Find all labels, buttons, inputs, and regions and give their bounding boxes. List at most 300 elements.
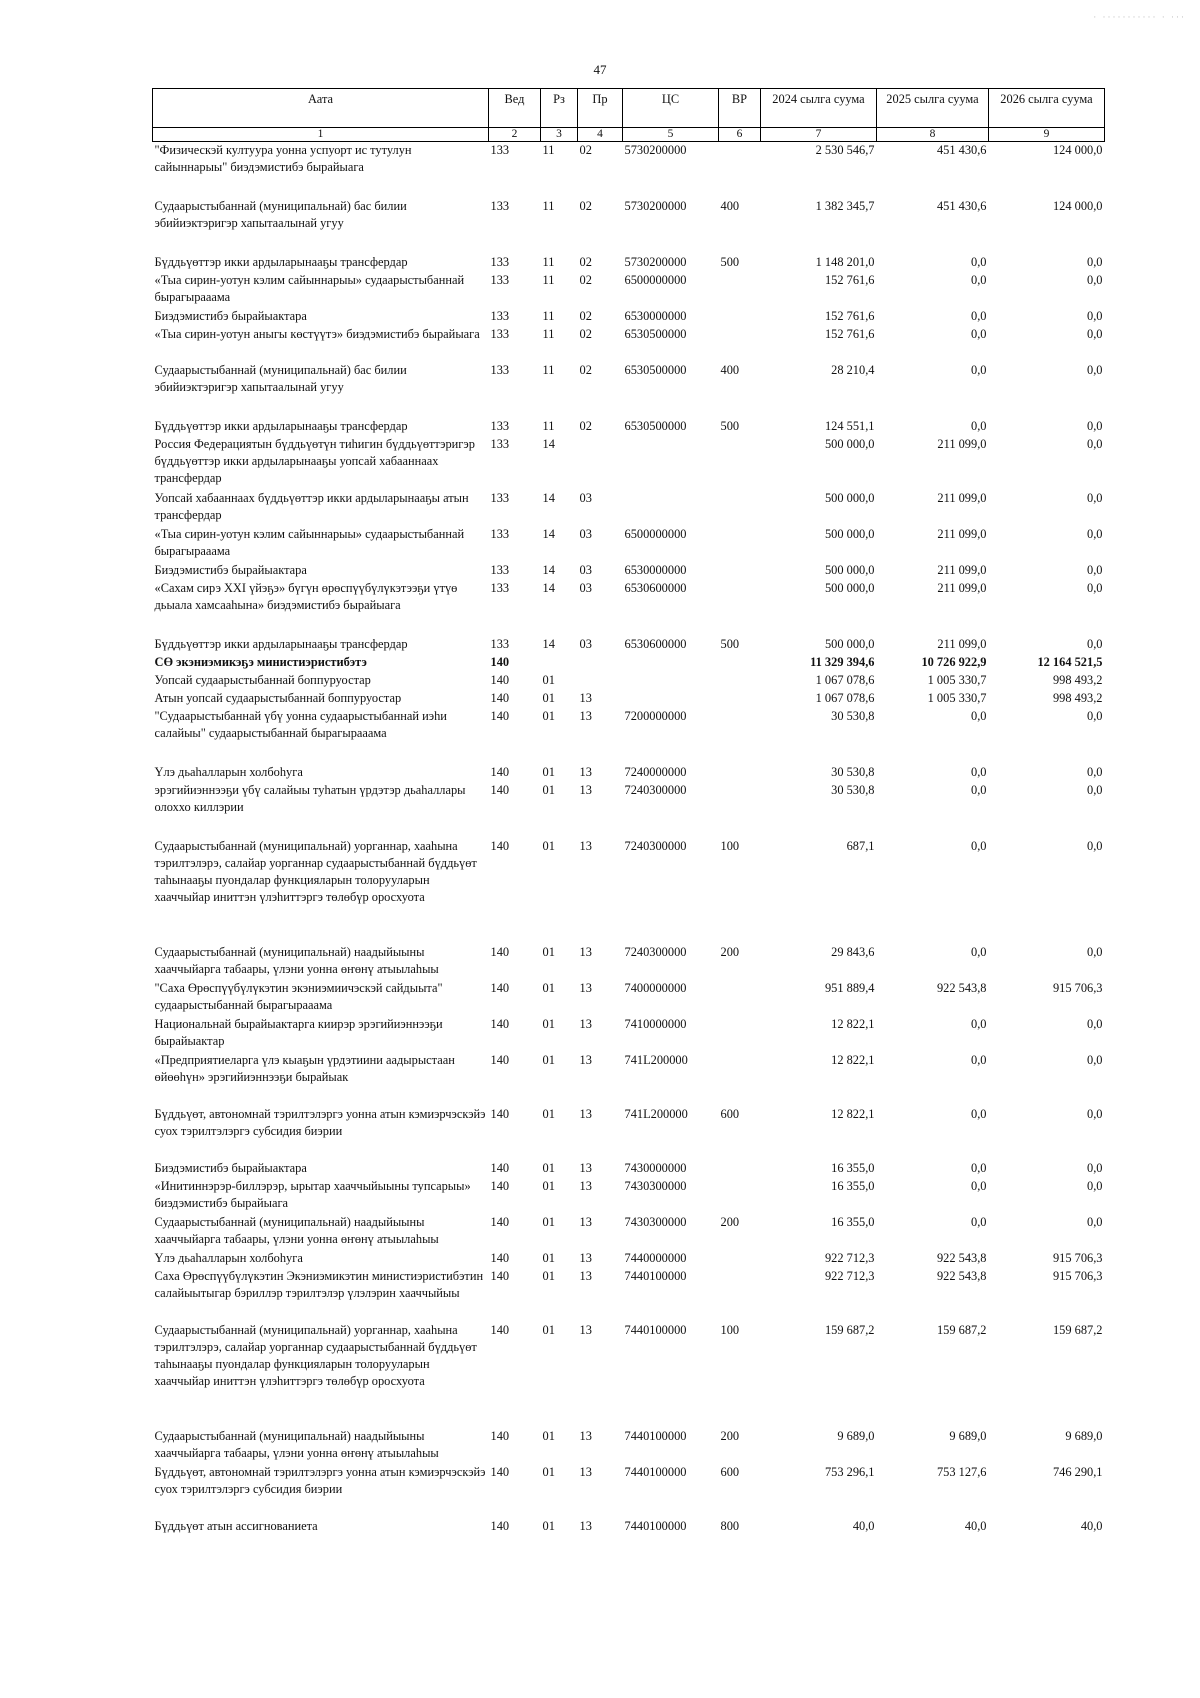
row-2024-cell: 9 689,0: [837, 1428, 875, 1443]
row-vr-cell: [719, 1160, 761, 1178]
col-number: 8: [877, 128, 989, 142]
row-2026-cell: 12 164 521,5: [1037, 654, 1103, 669]
col-header-rz: Рз: [541, 89, 578, 128]
row-2025-cell: 0,0: [971, 838, 987, 853]
row-name-cell: Судаарыстыбаннай (муниципальнай) бас билии эбийиэктэригэр хапытаалынай угуу: [154, 198, 407, 230]
row-rz-cell: 01: [542, 672, 555, 687]
row-pr-cell: 03: [579, 580, 592, 595]
row-pr-cell: 13: [579, 1178, 592, 1193]
row-vr-cell: 200: [720, 944, 740, 959]
row-2025-cell: 451 430,6: [936, 143, 987, 157]
row-name-cell: "Физическэй култуура уонна успуорт ис тутулун сайыннарыы" биэдэмистибэ бырайыага: [154, 143, 412, 174]
row-2025-cell: 0,0: [971, 1052, 987, 1067]
row-pr-cell: 13: [579, 838, 592, 853]
row-name-cell: Бүддьүөттэр икки ардыларынааҕы трансфердар: [154, 418, 408, 433]
table-row: [153, 272, 1105, 308]
row-2025-cell: 0,0: [971, 254, 987, 269]
row-vr-cell: 500: [720, 636, 740, 651]
row-2024-cell: 152 761,6: [824, 308, 875, 323]
row-name-cell: Биэдэмистибэ бырайыактара: [154, 308, 307, 323]
row-2025-cell: 922 543,8: [936, 1268, 987, 1283]
row-ved-cell: 140: [490, 944, 510, 959]
col-number: 1: [153, 128, 489, 142]
row-ved-cell: 133: [490, 362, 510, 377]
row-rz-cell: 14: [542, 490, 555, 505]
table-row: [153, 142, 1105, 198]
header-row: [153, 89, 1105, 128]
row-cs-cell: 6530600000: [624, 580, 687, 595]
row-cs-cell: 7240300000: [624, 782, 687, 797]
table-row: [153, 764, 1105, 782]
row-pr-cell: [578, 654, 623, 672]
row-rz-cell: 11: [542, 308, 555, 323]
row-name-cell: Судаарыстыбаннай (муниципальнай) уорганнар, хааһына тэрилтэлэрэ, салайар уорганнар судаарыстыбаннай бүддьүөт таһынааҕы пуондалар функцияларын толорууларын хааччыйар иниттэн үлэһиттэргэ төлөбүр оросхуота: [154, 838, 477, 904]
row-vr-cell: [719, 654, 761, 672]
row-pr-cell: 13: [579, 1428, 592, 1443]
row-2025-cell: 10 726 922,9: [921, 654, 987, 669]
row-vr-cell: [719, 690, 761, 708]
row-rz-cell: 11: [542, 418, 555, 433]
row-2025-cell: 451 430,6: [936, 198, 987, 213]
row-2026-cell: 0,0: [1087, 708, 1103, 723]
table-row: [153, 944, 1105, 980]
row-2025-cell: 0,0: [971, 418, 987, 433]
row-name-cell: "Судаарыстыбаннай үбү уонна судаарыстыбаннай иэһи салайыы" судаарыстыбаннай бырагырааама: [154, 708, 447, 740]
row-2024-cell: 2 530 546,7: [815, 143, 875, 157]
row-2024-cell: 922 712,3: [824, 1250, 875, 1265]
row-2024-cell: 687,1: [846, 838, 875, 853]
row-ved-cell: 133: [490, 272, 510, 287]
row-2025-cell: 753 127,6: [936, 1464, 987, 1479]
row-ved-cell: 140: [490, 764, 510, 779]
row-2024-cell: 30 530,8: [831, 782, 875, 797]
col-number: 7: [761, 128, 877, 142]
row-2026-cell: 0,0: [1087, 526, 1103, 541]
row-2026-cell: 998 493,2: [1052, 672, 1103, 687]
row-rz-cell: 01: [542, 764, 555, 779]
row-cs-cell: 5730200000: [624, 198, 687, 213]
row-rz-cell: 14: [542, 636, 555, 651]
row-pr-cell: [578, 436, 623, 490]
row-vr-cell: [719, 1250, 761, 1268]
row-name-cell: «Тыа сирин-уотун кэлим сайыннарыы» судаарыстыбаннай бырагырааама: [154, 526, 465, 558]
row-vr-cell: [719, 764, 761, 782]
row-vr-cell: [719, 708, 761, 764]
row-2024-cell: 951 889,4: [824, 980, 875, 995]
table-row: [153, 654, 1105, 672]
row-pr-cell: 13: [579, 1464, 592, 1479]
row-2024-cell: 500 000,0: [824, 580, 875, 595]
row-2026-cell: 0,0: [1087, 490, 1103, 505]
row-name-cell: «Тыа сирин-уотун аныгы көстүүтэ» биэдэмистибэ бырайыага: [154, 326, 480, 341]
row-2025-cell: 0,0: [971, 764, 987, 779]
row-rz-cell: 14: [542, 580, 555, 595]
table-row: [153, 580, 1105, 636]
row-ved-cell: 140: [490, 1518, 510, 1533]
row-2024-cell: 12 822,1: [831, 1052, 875, 1067]
row-2024-cell: 16 355,0: [831, 1214, 875, 1229]
row-pr-cell: 13: [579, 1518, 592, 1533]
row-name-cell: Бүддьүөт атын ассигнованиета: [154, 1518, 318, 1533]
row-pr-cell: 13: [579, 690, 592, 705]
row-pr-cell: 13: [579, 1214, 592, 1229]
row-vr-cell: [719, 580, 761, 636]
row-pr-cell: 02: [579, 326, 592, 341]
row-2026-cell: 9 689,0: [1065, 1428, 1103, 1443]
row-ved-cell: 140: [490, 654, 510, 669]
table-row: [153, 308, 1105, 326]
row-cs-cell: 7240000000: [624, 764, 687, 779]
row-cs-cell: 7430300000: [624, 1178, 687, 1193]
row-ved-cell: 140: [490, 1464, 510, 1479]
row-2024-cell: 500 000,0: [824, 562, 875, 577]
row-vr-cell: [719, 1016, 761, 1052]
row-ved-cell: 133: [490, 326, 510, 341]
row-2025-cell: 0,0: [971, 326, 987, 341]
row-rz-cell: 01: [542, 1464, 555, 1479]
row-2024-cell: 30 530,8: [831, 708, 875, 723]
row-ved-cell: 140: [490, 1178, 510, 1193]
row-vr-cell: [719, 326, 761, 362]
row-2024-cell: 500 000,0: [824, 490, 875, 505]
row-vr-cell: 400: [720, 362, 740, 377]
row-2026-cell: 915 706,3: [1052, 980, 1103, 995]
row-rz-cell: 11: [542, 143, 555, 157]
row-2025-cell: 0,0: [971, 272, 987, 287]
row-rz-cell: 11: [542, 272, 555, 287]
row-2026-cell: 0,0: [1087, 944, 1103, 959]
row-2024-cell: 29 843,6: [831, 944, 875, 959]
row-rz-cell: 01: [542, 1214, 555, 1229]
row-rz-cell: 01: [542, 980, 555, 995]
table-row: [153, 1322, 1105, 1428]
row-rz-cell: 14: [542, 436, 555, 451]
row-pr-cell: 13: [579, 782, 592, 797]
col-number: 4: [578, 128, 623, 142]
row-cs-cell: [623, 690, 719, 708]
row-ved-cell: 140: [490, 1268, 510, 1283]
row-2026-cell: 0,0: [1087, 636, 1103, 651]
row-vr-cell: [719, 526, 761, 562]
row-2026-cell: 0,0: [1087, 1016, 1103, 1031]
row-2026-cell: 0,0: [1087, 418, 1103, 433]
row-2024-cell: 152 761,6: [824, 272, 875, 287]
row-cs-cell: 7440000000: [624, 1250, 687, 1265]
row-cs-cell: 6530000000: [624, 562, 687, 577]
col-header-cs: ЦС: [623, 89, 719, 128]
table-row: [153, 562, 1105, 580]
row-pr-cell: 02: [579, 308, 592, 323]
row-2024-cell: 500 000,0: [824, 436, 875, 451]
row-cs-cell: 7440100000: [624, 1518, 687, 1533]
row-name-cell: Саха Өрөспүүбүлүкэтин Экэниэмикэтин министиэристибэтин салайыытыгар бэриллэр тэрилтэлэр үлэлэрин хааччыйыы: [154, 1268, 484, 1300]
table-row: [153, 1214, 1105, 1250]
table-row: [153, 1518, 1105, 1536]
row-pr-cell: 13: [579, 1268, 592, 1283]
row-ved-cell: 133: [490, 526, 510, 541]
row-2025-cell: 0,0: [971, 308, 987, 323]
row-vr-cell: 200: [720, 1214, 740, 1229]
table-row: [153, 1160, 1105, 1178]
row-2025-cell: 922 543,8: [936, 1250, 987, 1265]
row-name-cell: СӨ экэниэмикэҕэ министиэристибэтэ: [154, 654, 367, 669]
row-2024-cell: 40,0: [852, 1518, 875, 1533]
row-rz-cell: 11: [542, 362, 555, 377]
row-rz-cell: 14: [542, 562, 555, 577]
row-2024-cell: 28 210,4: [831, 362, 875, 377]
row-cs-cell: 7200000000: [624, 708, 687, 723]
row-pr-cell: 03: [579, 490, 592, 505]
row-ved-cell: 133: [490, 143, 510, 157]
row-ved-cell: 133: [490, 580, 510, 595]
row-pr-cell: 13: [579, 1322, 592, 1337]
table-row: [153, 1428, 1105, 1464]
row-2025-cell: 0,0: [971, 782, 987, 797]
row-2025-cell: 0,0: [971, 1178, 987, 1193]
row-vr-cell: [719, 672, 761, 690]
column-number-row: [153, 128, 1105, 142]
row-rz-cell: 01: [542, 690, 555, 705]
row-2026-cell: 159 687,2: [1052, 1322, 1103, 1337]
row-2026-cell: 0,0: [1087, 1106, 1103, 1121]
table-row: [153, 418, 1105, 436]
table-row: [153, 198, 1105, 254]
row-vr-cell: [719, 142, 761, 198]
row-cs-cell: 7430000000: [624, 1160, 687, 1175]
table-row: [153, 708, 1105, 764]
table-row: [153, 782, 1105, 838]
row-name-cell: Россия Федерациятын бүддьүөтүн тиһигин бүддьүөттэригэр бүддьүөттэр икки ардыларынааҕы уопсай хабааннаах трансфердар: [154, 436, 475, 485]
row-ved-cell: 140: [490, 980, 510, 995]
row-rz-cell: 11: [542, 198, 555, 213]
row-vr-cell: 100: [720, 1322, 740, 1337]
row-2026-cell: 0,0: [1087, 272, 1103, 287]
row-rz-cell: 01: [542, 708, 555, 723]
row-ved-cell: 133: [490, 198, 510, 213]
row-2025-cell: 0,0: [971, 708, 987, 723]
row-name-cell: «Инитиннэрэр-биллэрэр, ырытар хааччыйыыны тупсарыы» биэдэмистибэ бырайыага: [154, 1178, 471, 1210]
row-2025-cell: 0,0: [971, 944, 987, 959]
row-name-cell: Биэдэмистибэ бырайыактара: [154, 562, 307, 577]
row-ved-cell: 140: [490, 1106, 510, 1121]
row-vr-cell: [719, 980, 761, 1016]
row-vr-cell: 400: [720, 198, 740, 213]
table-row: [153, 490, 1105, 526]
row-2026-cell: 998 493,2: [1052, 690, 1103, 705]
table-row: [153, 362, 1105, 418]
row-2025-cell: 1 005 330,7: [927, 672, 987, 687]
row-2024-cell: 922 712,3: [824, 1268, 875, 1283]
col-header-pr: Пр: [578, 89, 623, 128]
table-row: [153, 636, 1105, 654]
table-row: [153, 1464, 1105, 1518]
row-2026-cell: 0,0: [1087, 1178, 1103, 1193]
row-2025-cell: 211 099,0: [937, 562, 987, 577]
col-header-2024: 2024 сылга суума: [761, 89, 877, 128]
row-2026-cell: 0,0: [1087, 436, 1103, 451]
row-name-cell: Судаарыстыбаннай (муниципальнай) бас билии эбийиэктэригэр хапытаалынай угуу: [154, 362, 407, 394]
table-row: [153, 254, 1105, 272]
row-vr-cell: 800: [720, 1518, 740, 1533]
row-2026-cell: 0,0: [1087, 1160, 1103, 1175]
row-2026-cell: 0,0: [1087, 362, 1103, 377]
row-2024-cell: 500 000,0: [824, 636, 875, 651]
table-row: [153, 1016, 1105, 1052]
row-2025-cell: 211 099,0: [937, 436, 987, 451]
row-2026-cell: 0,0: [1087, 580, 1103, 595]
row-name-cell: Бүддьүөт, автономнай тэрилтэлэргэ уонна атын кэмиэрчэскэйэ суох тэрилтэлэргэ субсидия биэрии: [154, 1106, 486, 1138]
row-pr-cell: 02: [579, 198, 592, 213]
row-rz-cell: 01: [542, 1518, 555, 1533]
row-cs-cell: 7440100000: [624, 1428, 687, 1443]
col-header-name: Аата: [153, 89, 489, 128]
row-pr-cell: 13: [579, 708, 592, 723]
col-header-2025: 2025 сылга суума: [877, 89, 989, 128]
row-pr-cell: 13: [579, 764, 592, 779]
row-2026-cell: 0,0: [1087, 782, 1103, 797]
table-row: [153, 690, 1105, 708]
col-header-vr: ВР: [719, 89, 761, 128]
row-2025-cell: 0,0: [971, 1106, 987, 1121]
row-pr-cell: 13: [579, 1052, 592, 1067]
row-2026-cell: 0,0: [1087, 764, 1103, 779]
row-name-cell: «Сахам сирэ XXI үйэҕэ» бүгүн өрөспүүбүлүкэтээҕи үтүө дьыала хамсааһына» биэдэмистибэ бырайыага: [154, 580, 458, 612]
row-2026-cell: 0,0: [1087, 1052, 1103, 1067]
col-number: 2: [489, 128, 541, 142]
row-cs-cell: [623, 436, 719, 490]
row-rz-cell: 01: [542, 1106, 555, 1121]
row-2025-cell: 9 689,0: [949, 1428, 987, 1443]
row-2024-cell: 12 822,1: [831, 1016, 875, 1031]
row-2024-cell: 1 148 201,0: [815, 254, 875, 269]
row-cs-cell: 7240300000: [624, 838, 687, 853]
row-cs-cell: 741L200000: [624, 1052, 688, 1067]
row-name-cell: «Тыа сирин-уотун кэлим сайыннарыы» судаарыстыбаннай бырагырааама: [154, 272, 465, 304]
row-2024-cell: 12 822,1: [831, 1106, 875, 1121]
row-2025-cell: 211 099,0: [937, 636, 987, 651]
row-rz-cell: 01: [542, 1322, 555, 1337]
row-2026-cell: 915 706,3: [1052, 1250, 1103, 1265]
row-ved-cell: 140: [490, 1250, 510, 1265]
table-body: [153, 142, 1105, 1536]
row-vr-cell: 500: [720, 254, 740, 269]
row-ved-cell: 140: [490, 1016, 510, 1031]
row-cs-cell: 6530000000: [624, 308, 687, 323]
row-name-cell: Судаарыстыбаннай (муниципальнай) наадыйыыны хааччыйарга табаары, үлэни уонна өҥөнү атыылаһыы: [154, 944, 439, 976]
row-ved-cell: 140: [490, 672, 510, 687]
row-2026-cell: 40,0: [1080, 1518, 1103, 1533]
row-vr-cell: 600: [720, 1106, 740, 1121]
table-row: [153, 1052, 1105, 1106]
row-pr-cell: 03: [579, 526, 592, 541]
col-header-2026: 2026 сылга суума: [989, 89, 1105, 128]
row-pr-cell: 02: [579, 362, 592, 377]
row-2024-cell: 1 382 345,7: [815, 198, 875, 213]
row-pr-cell: 02: [579, 272, 592, 287]
row-name-cell: «Предприятиеларга үлэ кыаҕын үрдэтиини аадырыстаан өйөөһүн» эрэгийиэннээҕи бырайыак: [154, 1052, 455, 1084]
row-2026-cell: 0,0: [1087, 308, 1103, 323]
row-2024-cell: 16 355,0: [831, 1178, 875, 1193]
row-2025-cell: 0,0: [971, 1160, 987, 1175]
row-2025-cell: 211 099,0: [937, 580, 987, 595]
row-ved-cell: 140: [490, 690, 510, 705]
table-row: [153, 1268, 1105, 1322]
col-number: 9: [989, 128, 1105, 142]
row-2024-cell: 152 761,6: [824, 326, 875, 341]
row-name-cell: Биэдэмистибэ бырайыактара: [154, 1160, 307, 1175]
row-vr-cell: [719, 1052, 761, 1106]
row-cs-cell: 7440100000: [624, 1268, 687, 1283]
row-ved-cell: 140: [490, 1214, 510, 1229]
row-ved-cell: 133: [490, 418, 510, 433]
row-cs-cell: 6530500000: [624, 362, 687, 377]
row-2024-cell: 124 551,1: [824, 418, 875, 433]
row-pr-cell: [578, 672, 623, 690]
row-ved-cell: 133: [490, 308, 510, 323]
row-pr-cell: 13: [579, 1106, 592, 1121]
row-2026-cell: 0,0: [1087, 562, 1103, 577]
row-2026-cell: 0,0: [1087, 1214, 1103, 1229]
row-rz-cell: 11: [542, 254, 555, 269]
row-vr-cell: [719, 782, 761, 838]
row-vr-cell: [719, 272, 761, 308]
row-ved-cell: 133: [490, 254, 510, 269]
table-row: [153, 526, 1105, 562]
row-pr-cell: 13: [579, 1160, 592, 1175]
row-pr-cell: 02: [579, 143, 592, 157]
row-vr-cell: 200: [720, 1428, 740, 1443]
row-cs-cell: 7440100000: [624, 1464, 687, 1479]
row-rz-cell: 14: [542, 526, 555, 541]
row-2024-cell: 1 067 078,6: [815, 672, 875, 687]
row-ved-cell: 140: [490, 838, 510, 853]
col-header-ved: Вед: [489, 89, 541, 128]
table-row: [153, 326, 1105, 362]
row-2025-cell: 1 005 330,7: [927, 690, 987, 705]
budget-table: [152, 88, 1105, 1536]
row-2024-cell: 16 355,0: [831, 1160, 875, 1175]
row-cs-cell: [623, 654, 719, 672]
row-2025-cell: 159 687,2: [936, 1322, 987, 1337]
row-rz-cell: 01: [542, 1178, 555, 1193]
table-row: [153, 838, 1105, 944]
row-rz-cell: 11: [542, 326, 555, 341]
row-cs-cell: 741L200000: [624, 1106, 688, 1121]
row-vr-cell: [719, 308, 761, 326]
row-name-cell: эрэгийиэннээҕи үбү салайыы туһатын үрдэтэр дьаһаллары олоххо киллэрии: [154, 782, 466, 814]
row-name-cell: Үлэ дьаһалларын холбоһуга: [154, 1250, 303, 1265]
row-name-cell: Бүддьүөт, автономнай тэрилтэлэргэ уонна атын кэмиэрчэскэйэ суох тэрилтэлэргэ субсидия биэрии: [154, 1464, 486, 1496]
row-rz-cell: 01: [542, 782, 555, 797]
row-pr-cell: 13: [579, 1250, 592, 1265]
row-rz-cell: 01: [542, 1428, 555, 1443]
row-ved-cell: 133: [490, 562, 510, 577]
row-cs-cell: 6530500000: [624, 418, 687, 433]
row-2024-cell: 159 687,2: [824, 1322, 875, 1337]
row-2025-cell: 0,0: [971, 362, 987, 377]
row-2025-cell: 40,0: [964, 1518, 987, 1533]
row-2026-cell: 915 706,3: [1052, 1268, 1103, 1283]
row-vr-cell: [719, 1268, 761, 1322]
row-ved-cell: 133: [490, 490, 510, 505]
row-cs-cell: 6500000000: [624, 272, 687, 287]
row-cs-cell: 7410000000: [624, 1016, 687, 1031]
table-row: [153, 980, 1105, 1016]
row-vr-cell: [719, 436, 761, 490]
row-2024-cell: 30 530,8: [831, 764, 875, 779]
row-2026-cell: 0,0: [1087, 254, 1103, 269]
col-number: 5: [623, 128, 719, 142]
